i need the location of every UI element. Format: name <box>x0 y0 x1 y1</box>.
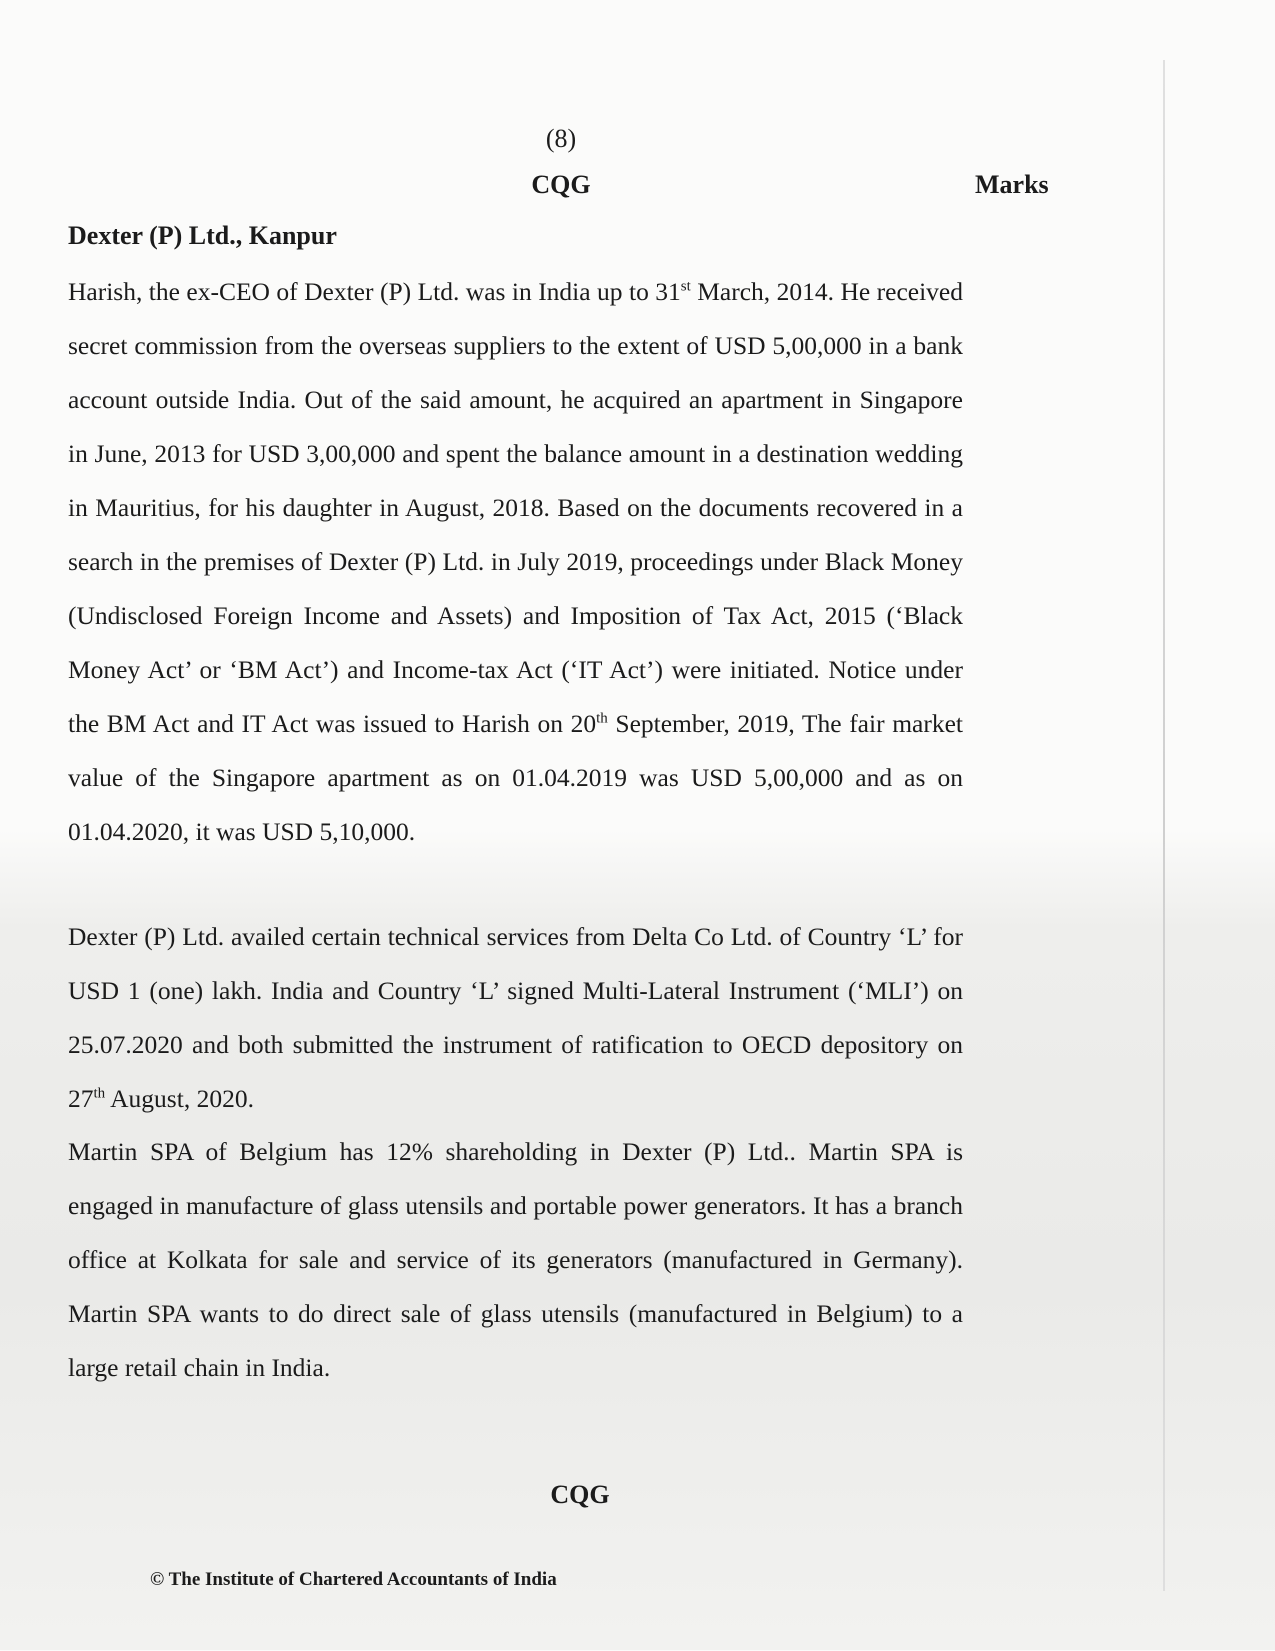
company-heading: Dexter (P) Ltd., Kanpur <box>68 221 337 250</box>
copyright-footer: © The Institute of Chartered Accountants of India <box>150 1569 557 1590</box>
paragraph-martin: Martin SPA of Belgium has 12% shareholding in Dexter (P) Ltd.. Martin SPA is engaged in manufacture of glass utensils and portable power generators. It has a branch office at Kolkata for sale and service of its generators (manufactured in Germany). Martin SPA wants to do direct sale of glass utensils (manufactured in Belgium) to a large retail chain in India. <box>68 1137 963 1382</box>
page-number: (8) <box>545 124 577 153</box>
paragraph-text: Harish, the ex-CEO of Dexter (P) Ltd. was in India up to 31 <box>68 277 681 306</box>
paragraph-harish <box>68 265 963 859</box>
section-footer-label: CQG <box>550 1480 610 1509</box>
ordinal-suffix: th <box>596 710 608 727</box>
section-heading: CQG <box>531 170 591 199</box>
paragraph-delta <box>68 910 963 1126</box>
paragraph-text: March, 2014. He received secret commission from the overseas suppliers to the extent of USD 5,00,000 in a bank account outside India. Out of the said amount, he acquired an apartment in Singapore in June, 2013 for USD 3,00,000 and spent the balance amount in a destination wedding in Mauritius, for his daughter in August, 2018. Based on the documents recovered in a search in the premises of Dexter (P) Ltd. in July 2019, proceedings under Black Money (Undisclosed Foreign Income and Assets) and Imposition of Tax Act, 2015 (‘Black Money Act’ or ‘BM Act’) and Income-tax Act (‘IT Act’) were initiated. Notice under the BM Act and IT Act was issued to Harish on 20 <box>68 277 963 738</box>
ordinal-suffix: st <box>680 278 691 295</box>
paragraph-text: September, 2019, The fair market value of the Singapore apartment as on 01.04.2019 was USD 5,00,000 and as on 01.04.2020, it was USD 5,10,000. <box>68 709 963 846</box>
paragraph-text: August, 2020. <box>105 1084 254 1113</box>
scan-page-edge <box>1163 60 1165 1591</box>
paragraph-text: Dexter (P) Ltd. availed certain technical services from Delta Co Ltd. of Country ‘L’ for USD 1 (one) lakh. India and Country ‘L’ signed Multi-Lateral Instrument (‘MLI’) on 25.07.2020 and both submitted the instrument of ratification to OECD depository on 27 <box>68 922 963 1113</box>
ordinal-suffix: th <box>93 1085 106 1102</box>
marks-column-label: Marks <box>975 170 1049 199</box>
